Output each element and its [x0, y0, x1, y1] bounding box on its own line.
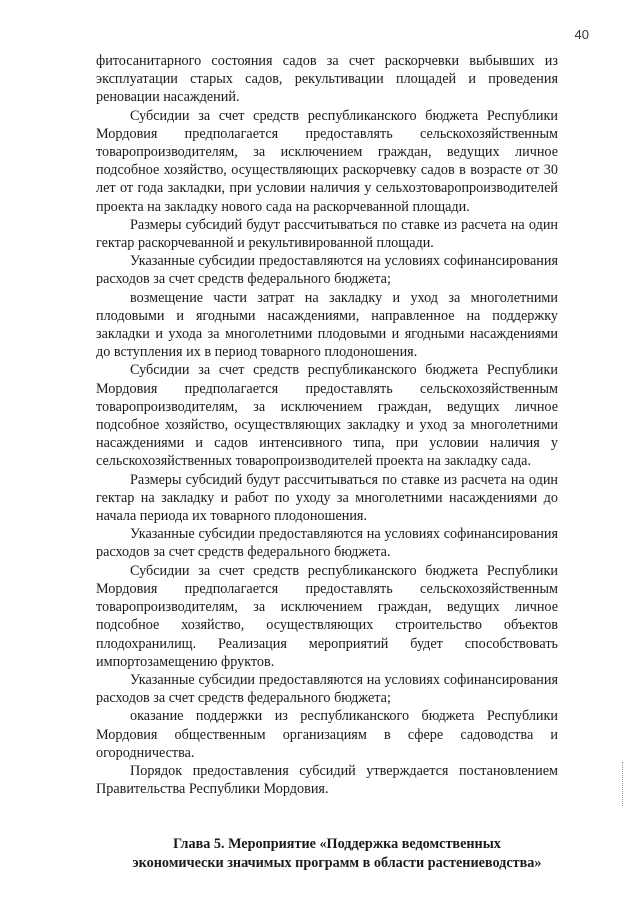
document-body [96, 52, 558, 873]
paragraph-10: Указанные субсидии предоставляются на условиях софинансирования расходов за счет средств федерального бюджета; [96, 671, 558, 707]
paragraph-4: Указанные субсидии предоставляются на условиях софинансирования расходов за счет средств федерального бюджета; [96, 253, 558, 288]
paragraph-2: Субсидии за счет средств республиканского бюджета Республики Мордовия предполагается предоставлять сельскохозяйственным товаропроизводителям, за исключением граждан, ведущих личное подсобное хозяйство, осуществляющих раскорчевку садов в возрасте от 30 лет от года закладки, при условии наличия у сельхозтоваропроизводителей проекта на закладку нового сада на раскорчеванной площади. [96, 107, 558, 215]
paragraph-11: оказание поддержки из республиканского бюджета Республики Мордовия общественным организациям в сфере садоводства и огородничества. [96, 708, 558, 761]
chapter-heading-line-1: Глава 5. Мероприятие «Поддержка ведомственных [173, 836, 501, 853]
paragraph-7: Размеры субсидий будут рассчитываться по ставке из расчета на один гектар на закладку и работ по уходу за многолетними насаждениями до начала периода их товарного плодоношения. [96, 471, 558, 525]
paragraph-3: Размеры субсидий будут рассчитываться по ставке из расчета на один гектар раскорчеванной и рекультивированной площади. [96, 216, 558, 252]
section-spacer [96, 798, 558, 835]
paragraph-8: Указанные субсидии предоставляются на условиях софинансирования расходов за счет средств федерального бюджета. [96, 526, 558, 561]
paragraph-9: Субсидии за счет средств республиканского бюджета Республики Мордовия предполагается предоставлять сельскохозяйственным товаропроизводителям, за исключением граждан, ведущих личное подсобное хозяйство, осуществляющих строительство объектов плодохранилищ. Реализация мероприятий будет способствовать импортозамещению фруктов. [96, 562, 558, 670]
paragraph-1: фитосанитарного состояния садов за счет раскорчевки выбывших из эксплуатации старых садов, рекультивации площадей и проведения реновации насаждений. [96, 53, 558, 106]
paragraph-6: Субсидии за счет средств республиканского бюджета Республики Мордовия предполагается предоставлять сельскохозяйственным товаропроизводителям, за исключением граждан, ведущих личное подсобное хозяйство, осуществляющих закладку и уход за многолетними насаждениями и садов интенсивного типа, при условии наличия у сельскохозяйственных товаропроизводителей проекта на закладку сада. [96, 362, 558, 470]
paragraph-5: возмещение части затрат на закладку и уход за многолетними плодовыми и ягодными насаждениями, направленное на поддержку закладки и ухода за многолетними плодовыми и ягодными насаждениями до вступления их в период товарного плодоношения. [96, 289, 558, 361]
paragraph-12: Порядок предоставления субсидий утверждается постановлением Правительства Республики Мордовия. [96, 762, 558, 798]
scan-margin-marks [622, 762, 625, 806]
chapter-heading-line-2: экономически значимых программ в области растениеводства» [132, 855, 542, 872]
page-number: 40 [574, 27, 589, 42]
